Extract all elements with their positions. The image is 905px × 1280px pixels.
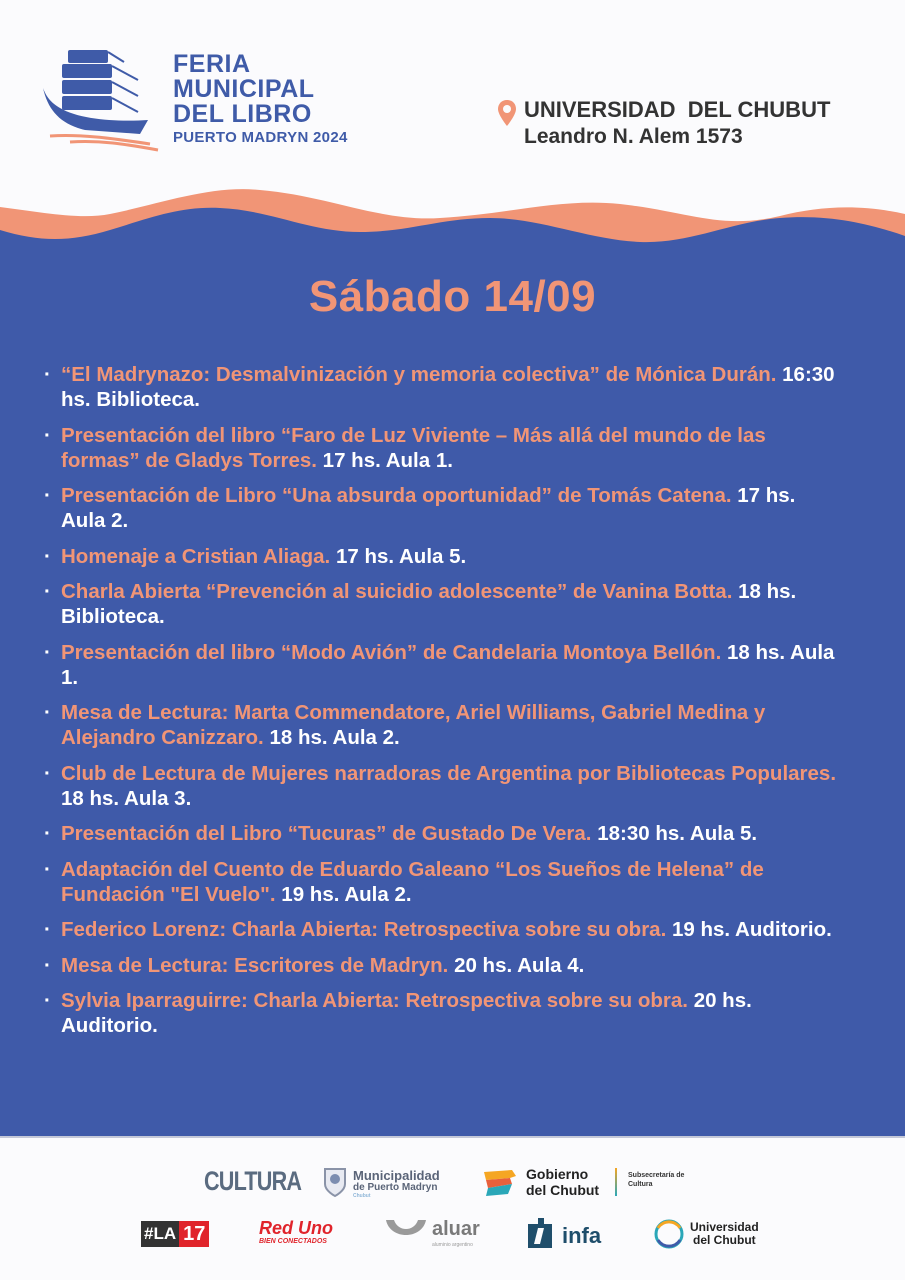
event-item [44, 857, 844, 907]
bullet: · [44, 761, 51, 785]
municipal-shield-icon [322, 1166, 348, 1198]
bullet: · [44, 953, 51, 977]
event-time-place: 16:30 hs. Biblioteca. [61, 363, 835, 411]
bullet: · [44, 580, 51, 603]
municipalidad-line2: de Puerto Madryn [353, 1182, 438, 1193]
bullet: · [44, 363, 51, 386]
reduno-text: Red Uno [259, 1218, 333, 1238]
event-item [44, 544, 844, 569]
event-item [44, 953, 844, 978]
la17-logo [141, 1221, 209, 1247]
event-title: Presentación del libro “Faro de Luz Viviente – Más allá del mundo de las formas” de Gladys Torres. [61, 423, 766, 472]
book-ship-icon [40, 48, 162, 152]
event-title: Presentación del Libro “Tucuras” de Gustado De Vera. [61, 822, 592, 845]
event-time-place: 17 hs. Aula 1. [322, 448, 453, 472]
chubut-map-icon [482, 1168, 522, 1198]
aluar-tagline: aluminio argentino [432, 1242, 473, 1248]
event-title: Federico Lorenz: Charla Abierta: Retrospectiva sobre su obra. [61, 918, 667, 941]
venue-name: UNIVERSIDAD DEL CHUBUT [524, 97, 831, 122]
event-title: Homenaje a Cristian Aliaga. [61, 544, 331, 568]
wave-divider [0, 180, 905, 270]
event-item [44, 821, 844, 846]
universidad-line2: del Chubut [693, 1233, 756, 1247]
infa-text: infa [562, 1223, 602, 1248]
bullet: · [44, 918, 51, 941]
municipalidad-line1: Municipalidad [353, 1168, 440, 1183]
event-time-place: 20 hs. Aula 4. [454, 953, 585, 977]
event-item [44, 917, 844, 942]
event-title: Charla Abierta “Prevención al suicidio adolescente” de Vanina Botta. [61, 580, 733, 603]
event-item [44, 579, 844, 629]
bullet: · [44, 484, 51, 507]
logo-line-municipal: MUNICIPAL [173, 75, 315, 103]
subsecretaria-line2: Cultura [628, 1181, 653, 1188]
event-time-place: 19 hs. Aula 2. [281, 882, 412, 906]
universidad-line1: Universidad [690, 1220, 759, 1234]
event-item [44, 640, 844, 690]
event-title: Presentación del libro “Modo Avión” de Candelaria Montoya Bellón. [61, 640, 722, 664]
la17-hash: #LA [141, 1221, 179, 1247]
event-time-place: 17 hs. Aula 5. [335, 544, 467, 568]
municipalidad-line3: Chubut [353, 1193, 371, 1199]
universidad-ring-icon [653, 1218, 685, 1250]
day-title: Sábado 14/09 [308, 272, 597, 321]
event-time-place: 17 hs. Aula 2. [61, 484, 796, 532]
event-time-place: 18 hs. Aula 2. [269, 726, 400, 749]
event-time-place: 18:30 hs. Aula 5. [597, 822, 758, 845]
divider-bar [615, 1168, 617, 1196]
event-time-place: 20 hs. Auditorio. [61, 989, 752, 1037]
fair-logo-text [173, 52, 348, 148]
event-item [44, 483, 844, 533]
cultura-text: CULTURA [204, 1166, 302, 1196]
bullet: · [44, 989, 51, 1012]
event-item [44, 362, 844, 412]
event-time-place: 18 hs. Aula 3. [61, 786, 192, 810]
aluar-swoosh-icon [384, 1218, 428, 1246]
location-pin-icon [497, 99, 517, 127]
bullet: · [44, 423, 51, 447]
header [0, 0, 905, 200]
event-title: Adaptación del Cuento de Eduardo Galeano “Los Sueños de Helena” de Fundación "El Vuelo". [61, 857, 764, 906]
logo-line-del-libro: DEL LIBRO [173, 100, 312, 128]
event-item [44, 988, 844, 1038]
logo-line-city-year: PUERTO MADRYN 2024 [173, 129, 348, 146]
infa-block-icon [528, 1218, 552, 1248]
event-item [44, 761, 844, 811]
event-time-place: 18 hs. Aula 1. [61, 640, 835, 689]
bullet: · [44, 857, 51, 881]
event-title: Mesa de Lectura: Escritores de Madryn. [61, 953, 449, 977]
logo-line-feria: FERIA [173, 50, 251, 78]
gobierno-line1: Gobierno [526, 1166, 589, 1182]
event-title: Mesa de Lectura: Marta Commendatore, Ariel Williams, Gabriel Medina y Alejandro Canizzaro. [61, 701, 766, 749]
bullet: · [44, 701, 51, 724]
event-title: Club de Lectura de Mujeres narradoras de Argentina por Bibliotecas Populares. [61, 761, 837, 785]
event-title: Presentación de Libro “Una absurda oportunidad” de Tomás Catena. [61, 484, 732, 507]
event-item [44, 700, 844, 750]
subsecretaria-line1: Subsecretaría de [628, 1172, 685, 1179]
venue-address: Leandro N. Alem 1573 [524, 125, 743, 148]
sponsors-footer [0, 1138, 905, 1280]
bullet: · [44, 822, 51, 845]
reduno-tagline: BIEN CONECTADOS [259, 1238, 327, 1245]
event-title: Sylvia Iparraguirre: Charla Abierta: Retrospectiva sobre su obra. [61, 989, 688, 1012]
bullet: · [44, 544, 51, 568]
event-title: “El Madrynazo: Desmalvinización y memoria colectiva” de Mónica Durán. [61, 363, 777, 386]
event-list [44, 362, 844, 1049]
event-time-place: 19 hs. Auditorio. [671, 918, 832, 941]
la17-number: 17 [179, 1221, 209, 1247]
cultura-logo [204, 1166, 301, 1197]
event-time-place: 18 hs. Biblioteca. [61, 580, 797, 628]
event-item [44, 423, 844, 473]
gobierno-line2: del Chubut [526, 1182, 600, 1198]
aluar-text: aluar [432, 1218, 480, 1240]
bullet: · [44, 640, 51, 664]
